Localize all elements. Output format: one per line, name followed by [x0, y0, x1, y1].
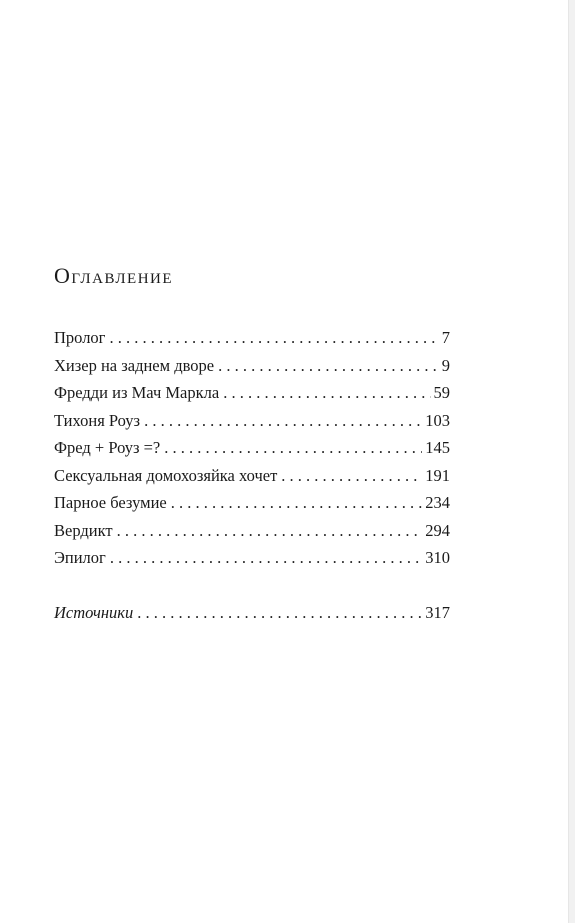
table-of-contents: [54, 262, 450, 626]
toc-entry-fred-rose: [54, 434, 450, 462]
toc-entry-page: 310: [425, 548, 450, 567]
toc-entry-title: Пролог: [54, 328, 106, 347]
toc-entry-page: 59: [433, 383, 450, 402]
toc-leader-dots: [223, 379, 430, 407]
toc-entry-quiet-rose: [54, 407, 450, 435]
toc-leader-dots: [137, 599, 422, 627]
toc-leader-dots: [164, 434, 422, 462]
toc-entry-heather: [54, 352, 450, 380]
toc-entry-sources: [54, 599, 450, 627]
toc-leader-dots: [117, 517, 423, 545]
toc-entry-page: 234: [425, 493, 450, 512]
toc-entry-title: Хизер на заднем дворе: [54, 355, 215, 375]
toc-entry-page: 317: [425, 602, 450, 622]
toc-leader-dots: [109, 324, 438, 352]
toc-entry-page: 191: [425, 465, 450, 485]
toc-entry-prologue: [54, 324, 450, 352]
toc-entry-page: 9: [441, 355, 450, 375]
toc-entry-title: Сексуальная домохозяйка хочет: [54, 465, 278, 485]
toc-leader-dots: [110, 544, 422, 572]
toc-entry-title: Фредди из Мач Маркла: [54, 383, 220, 402]
toc-entry-folie-a-deux: [54, 489, 450, 517]
toc-entry-title: Вердикт: [54, 520, 113, 540]
toc-entry-title: Эпилог: [54, 548, 106, 567]
toc-entry-page: 7: [441, 328, 450, 347]
toc-leader-dots: [281, 462, 422, 490]
toc-entry-housewife: [54, 462, 450, 490]
toc-entry-title: Тихоня Роуз: [54, 410, 141, 430]
page-edge: [568, 0, 575, 923]
toc-entry-page: 294: [425, 520, 450, 540]
toc-entry-page: 145: [425, 438, 450, 457]
toc-entry-title: Фред + Роуз =?: [54, 438, 161, 457]
toc-entry-verdict: [54, 517, 450, 545]
toc-entry-page: 103: [425, 410, 450, 430]
toc-entry-title: Источники: [54, 602, 134, 622]
toc-entry-title: Парное безумие: [54, 493, 167, 512]
toc-leader-dots: [218, 352, 439, 380]
toc-list: [54, 324, 450, 626]
toc-entry-epilogue: [54, 544, 450, 572]
toc-leader-dots: [171, 489, 423, 517]
toc-leader-dots: [144, 407, 422, 435]
toc-heading: Оглавление: [54, 263, 174, 288]
toc-entry-freddie: [54, 379, 450, 407]
